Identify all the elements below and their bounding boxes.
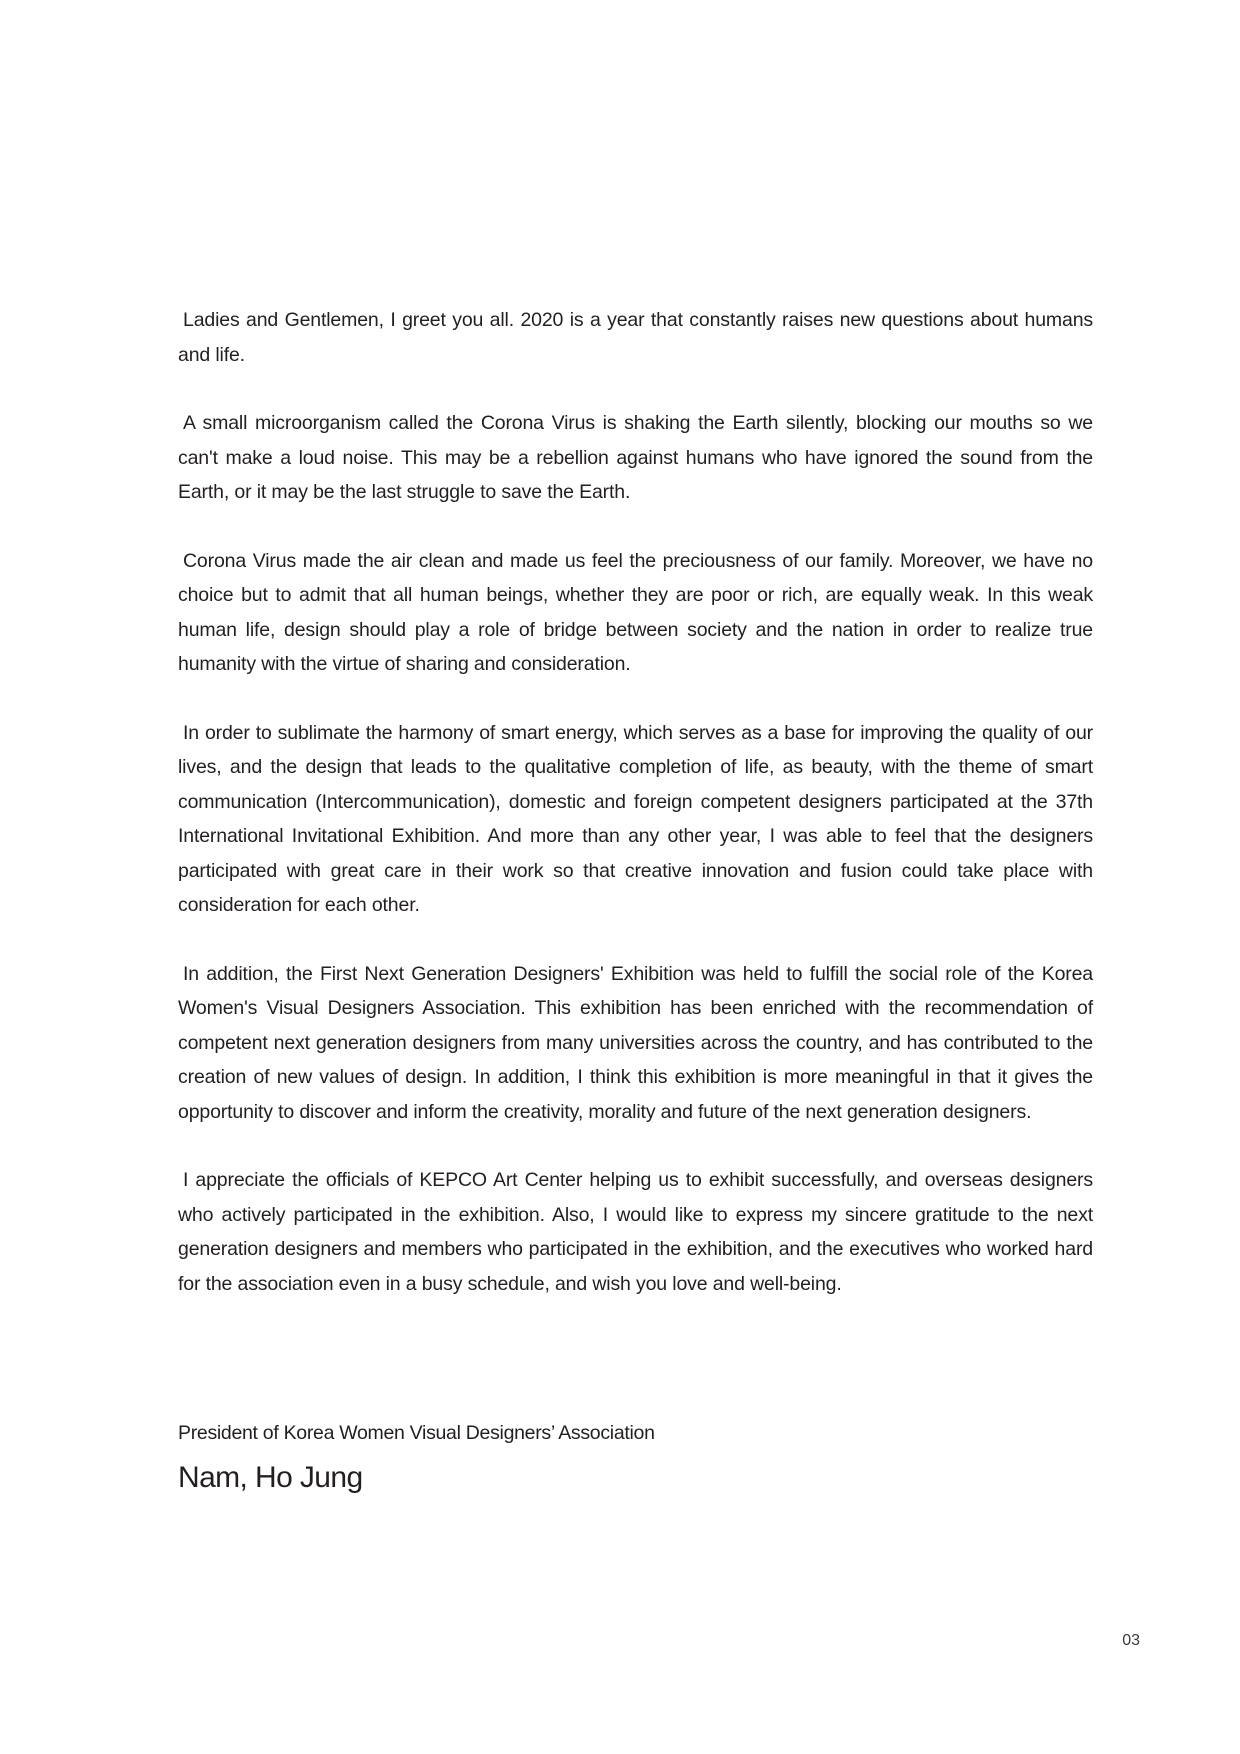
page-number: 03 [1122, 1632, 1140, 1649]
paragraph-acknowledgements: I appreciate the officials of KEPCO Art Center helping us to exhibit successfully, and overseas designers who actively participated in the exhibition. Also, I would like to express my sincere gratitude to the next generation designers and members who participated in the exhibition, and the executives who worked hard for the association even in a busy schedule, and wish you love and well-being. [178, 1169, 1093, 1295]
signature-block [178, 1418, 978, 1498]
paragraph-greeting: Ladies and Gentlemen, I greet you all. 2020 is a year that constantly raises new questions about humans and life. [178, 309, 1093, 366]
paragraph-corona-virus: A small microorganism called the Corona Virus is shaking the Earth silently, blocking our mouths so we can't make a loud noise. This may be a rebellion against humans who have ignored the sound from the Earth, or it may be the last struggle to save the Earth. [178, 412, 1093, 503]
signature-name: Nam, Ho Jung [178, 1461, 363, 1494]
paragraph-design-role: Corona Virus made the air clean and made us feel the preciousness of our family. Moreover, we have no choice but to admit that all human beings, whether they are poor or rich, are equally weak. In this weak human life, design should play a role of bridge between society and the nation in order to realize true humanity with the virtue of sharing and consideration. [178, 549, 1093, 675]
signature-title: President of Korea Women Visual Designers’ Association [178, 1422, 655, 1444]
paragraph-international-exhibition: In order to sublimate the harmony of smart energy, which serves as a base for improving the quality of our lives, and the design that leads to the qualitative completion of life, as beauty, with the theme of smart communication (Intercommunication), domestic and foreign competent designers participated at the 37th International Invitational Exhibition. And more than any other year, I was able to feel that the designers participated with great care in their work so that creative innovation and fusion could take place with consideration for each other. [178, 721, 1093, 916]
letter-body [178, 303, 1093, 1301]
paragraph-next-generation-exhibition: In addition, the First Next Generation Designers' Exhibition was held to fulfill the social role of the Korea Women's Visual Designers Association. This exhibition has been enriched with the recommendation of competent next generation designers from many universities across the country, and has contributed to the creation of new values of design. In addition, I think this exhibition is more meaningful in that it gives the opportunity to discover and inform the creativity, morality and future of the next generation designers. [178, 962, 1093, 1123]
